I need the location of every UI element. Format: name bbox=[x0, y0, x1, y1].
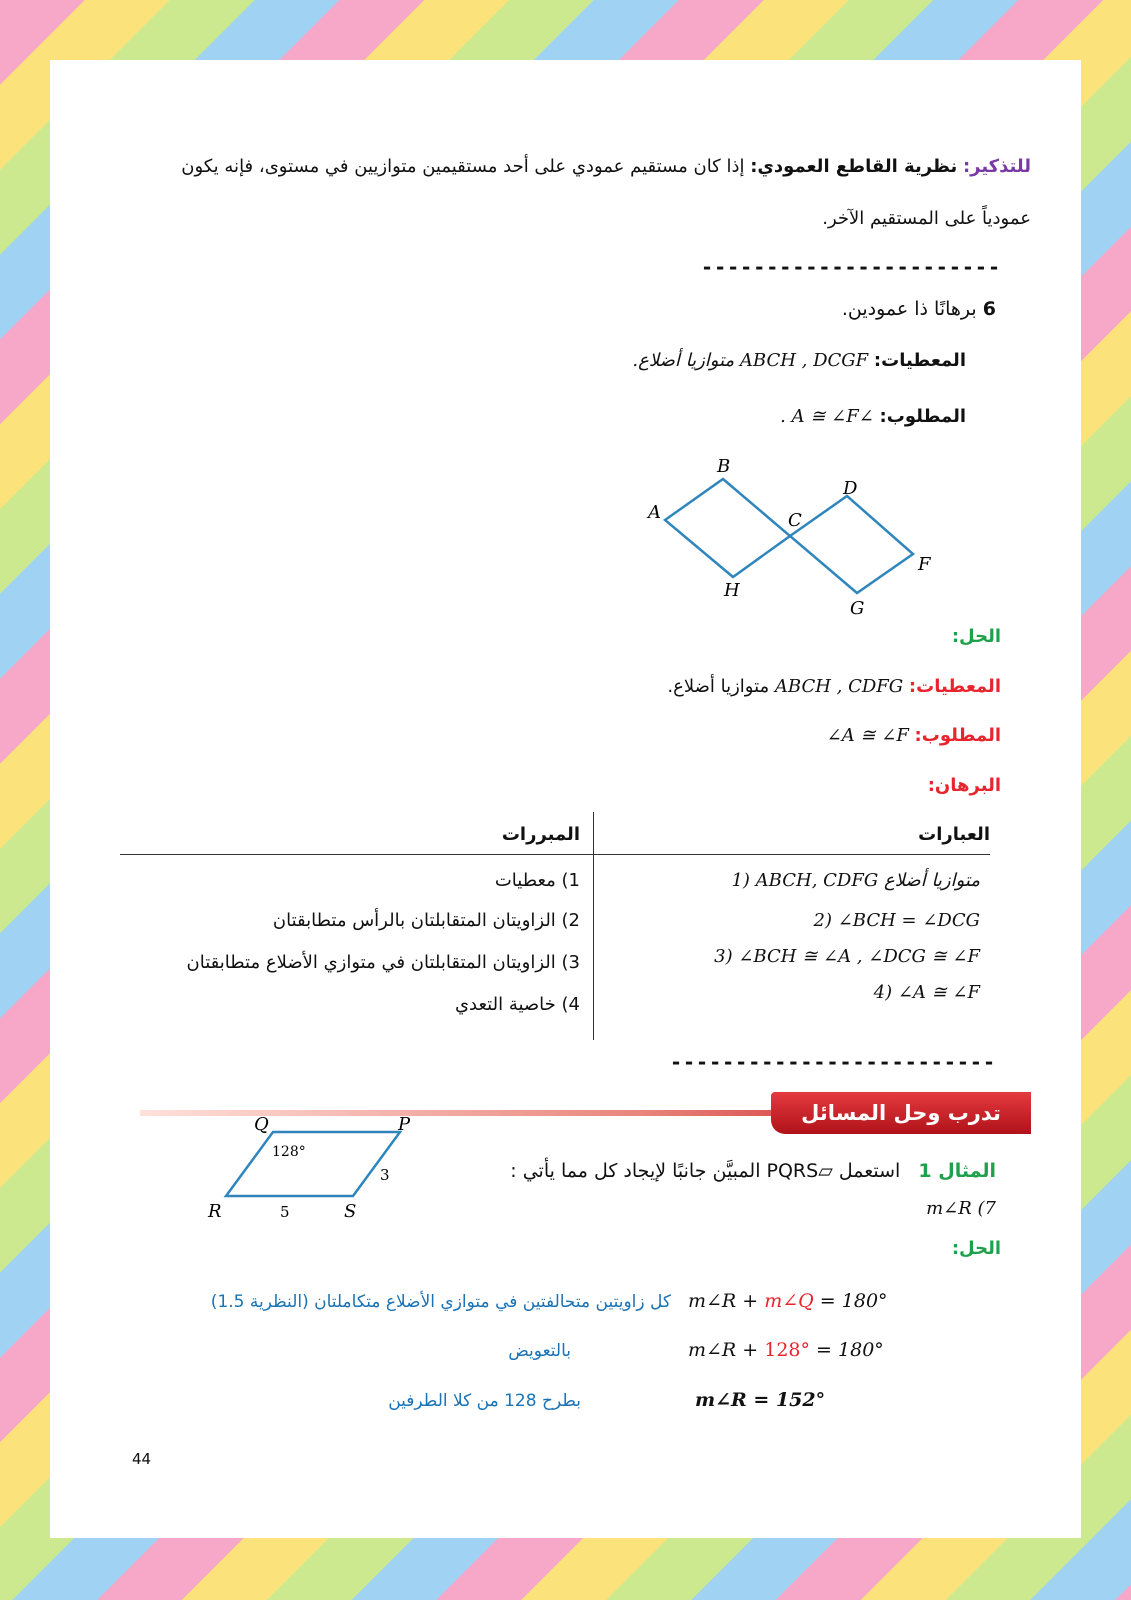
example-line bbox=[510, 1160, 996, 1182]
step2-eq-c: = 180° bbox=[810, 1339, 884, 1361]
statement-1: 1) ABCH, CDFG متوازيا أضلاع bbox=[731, 870, 980, 891]
solution-label: الحل: bbox=[951, 626, 1001, 647]
side-rs-label: 5 bbox=[280, 1203, 290, 1221]
header-reasons: المبررات bbox=[501, 824, 580, 845]
solution-given bbox=[667, 676, 1001, 697]
label-d: D bbox=[843, 478, 858, 499]
step1-eq-a: m∠R + bbox=[688, 1290, 765, 1312]
step2-eq-a: m∠R + bbox=[688, 1339, 765, 1361]
table-divider bbox=[593, 812, 594, 1040]
label-g: G bbox=[850, 598, 865, 619]
step3-reason: بطرح 128 من كلا الطرفين bbox=[388, 1391, 581, 1411]
practice-banner bbox=[771, 1092, 1031, 1134]
label-b: B bbox=[717, 456, 731, 477]
statement-2: 2) ∠BCH = ∠DCG bbox=[813, 910, 980, 931]
parallelogram-dcgf bbox=[790, 496, 913, 593]
solution-prove-text: ∠A ≅ ∠F bbox=[826, 725, 909, 746]
page bbox=[50, 60, 1081, 1538]
label-h: H bbox=[724, 580, 740, 601]
problem6-header bbox=[842, 298, 996, 320]
step2-equation bbox=[688, 1339, 884, 1361]
reminder-label: للتذكير: bbox=[962, 156, 1031, 177]
theorem-name: نظرية القاطع العمودي: bbox=[750, 156, 958, 177]
solution-given-label: المعطيات: bbox=[908, 676, 1001, 697]
problem6-given bbox=[632, 350, 966, 371]
example-label: المثال 1 bbox=[918, 1160, 996, 1182]
step1-reason: كل زاويتين متحالفتين في متوازي الأضلاع متكاملتان (النظرية 1.5) bbox=[210, 1292, 671, 1312]
step2-eq-b: 128° bbox=[764, 1339, 811, 1361]
pqrs-figure bbox=[190, 1112, 420, 1230]
side-ps-label: 3 bbox=[380, 1166, 390, 1184]
solution-prove bbox=[827, 725, 1001, 746]
example-instruction: استعمل ▱PQRS المبيَّن جانبًا لإيجاد كل مما يأتي : bbox=[510, 1160, 901, 1182]
vertex-s: S bbox=[344, 1201, 357, 1222]
header-statements: العبارات bbox=[918, 824, 990, 845]
table-header-line bbox=[120, 854, 990, 855]
label-a: A bbox=[648, 502, 661, 523]
solution-given-math: ABCH , CDFG bbox=[774, 676, 904, 697]
parallelogram-abch bbox=[665, 479, 790, 577]
separator: ----------------------- bbox=[701, 255, 1001, 279]
proof-table bbox=[120, 812, 1010, 1040]
step1-eq-b: m∠Q bbox=[764, 1290, 814, 1312]
problem-number: 6 bbox=[982, 298, 996, 320]
banner-text: تدرب وحل المسائل bbox=[801, 1101, 1001, 1125]
reminder-text: إذا كان مستقيم عمودي على أحد مستقيمين متوازيين في مستوى، فإنه يكون bbox=[181, 156, 745, 177]
problem-instruction: برهانًا ذا عمودين. bbox=[841, 298, 977, 320]
statement-3: 3) ∠BCH ≅ ∠A , ∠DCG ≅ ∠F bbox=[714, 946, 980, 967]
step1-eq-c: = 180° bbox=[813, 1290, 888, 1312]
label-f: F bbox=[918, 554, 931, 575]
separator-2: ------------------------- bbox=[669, 1050, 996, 1074]
step2-reason: بالتعويض bbox=[508, 1341, 571, 1361]
reason-2: 2) الزاويتان المتقابلتان بالرأس متطابقتان bbox=[272, 910, 580, 931]
page-number: 44 bbox=[132, 1450, 152, 1468]
statement-4: 4) ∠A ≅ ∠F bbox=[873, 982, 980, 1003]
label-c: C bbox=[788, 510, 802, 531]
vertex-r: R bbox=[208, 1201, 222, 1222]
solution-prove-label: المطلوب: bbox=[914, 725, 1001, 746]
vertex-q: Q bbox=[254, 1114, 269, 1135]
reminder-line1 bbox=[181, 156, 1031, 177]
step3-eq-a: m∠R = 152° bbox=[695, 1389, 826, 1411]
step1-equation bbox=[688, 1290, 888, 1312]
vertex-p: P bbox=[398, 1114, 411, 1135]
prove-label: المطلوب: bbox=[879, 406, 966, 427]
given-text: ABCH , DCGF متوازيا أضلاع. bbox=[632, 350, 869, 371]
parallelogram-pqrs bbox=[226, 1132, 400, 1196]
solution-given-text: متوازيا أضلاع. bbox=[667, 676, 770, 697]
step3-equation bbox=[695, 1389, 825, 1411]
reminder-line2: عمودياً على المستقيم الآخر. bbox=[822, 208, 1031, 229]
reason-3: 3) الزاويتان المتقابلتان في متوازي الأضلاع متطابقتان bbox=[186, 952, 580, 973]
reason-4: 4) خاصية التعدي bbox=[454, 994, 580, 1015]
reason-1: 1) معطيات bbox=[494, 870, 580, 891]
proof-label: البرهان: bbox=[927, 775, 1001, 796]
angle-q-label: 128° bbox=[272, 1144, 306, 1160]
given-label: المعطيات: bbox=[873, 350, 966, 371]
practice-solution-label: الحل: bbox=[951, 1238, 1001, 1259]
parallelograms-figure bbox=[610, 450, 950, 630]
problem6-prove bbox=[780, 406, 966, 427]
prove-text: ∠A ≅ ∠F . bbox=[780, 406, 874, 427]
question-7: m∠R (7 bbox=[926, 1198, 996, 1219]
